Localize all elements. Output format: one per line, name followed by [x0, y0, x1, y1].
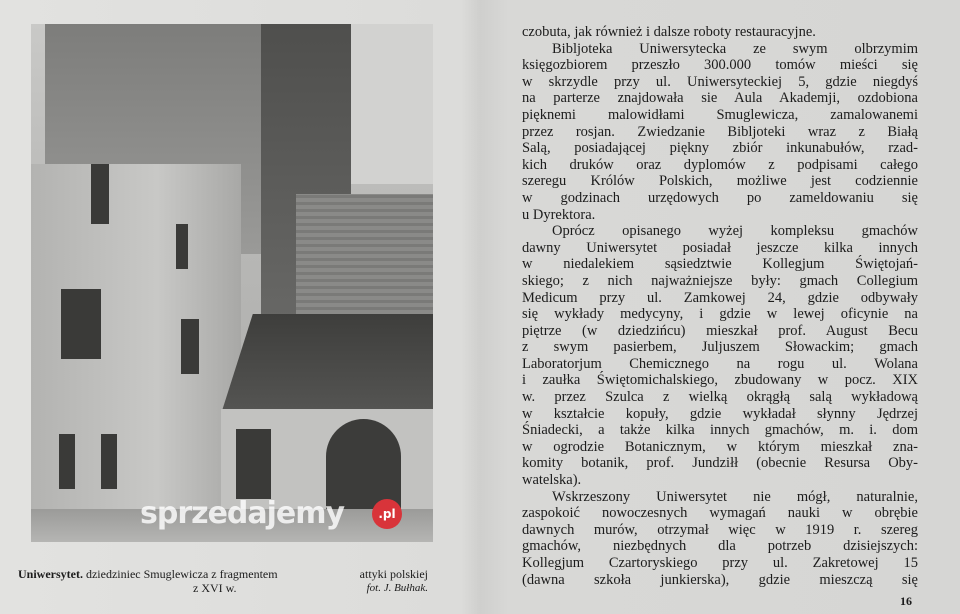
text-line: w skrzydle przy ul. Uniwersyteckiej 5, gdzie niegdyś [522, 73, 918, 90]
text-line: czobuta, jak również i dalsze roboty restauracyjne. [522, 24, 816, 40]
caption-line2: z XVI w. [193, 581, 237, 595]
text-line: w ogrodzie Botanicznym, w którym mieszkał zna- [522, 438, 918, 455]
paragraph [522, 41, 918, 224]
caption-bold: Uniwersytet. [18, 567, 83, 581]
text-line: Laboratorjum Chemicznego na rogu ul. Wolana [522, 355, 918, 372]
text-line: w godzinach urzędowych po zameldowaniu się [522, 189, 918, 206]
photo-door [59, 434, 75, 489]
text-line: księgozbiorem przeszło 300.000 tomów mieści się [522, 57, 918, 74]
text-line: pięknemi malowidłami Smuglewicza, zamalowanemi [522, 106, 918, 123]
text-line: Salą, posiadającej piękny zbiór inkunabułów, rzad- [522, 140, 918, 157]
text-line: z swym pasierbem, Juljuszem Słowackim; gmach [522, 339, 918, 356]
caption-rest: dziedziniec Smuglewicza z fragmentem [82, 567, 278, 581]
photo-door [236, 429, 271, 499]
caption-main [18, 567, 278, 581]
text-line: Bibljoteka Uniwersytecka ze swym olbrzymim [552, 40, 918, 57]
text-line: gmachów, niezbędnych dla potrzeb dzisiejszych: [522, 538, 918, 555]
text-line: Śniadecki, a także kilka innych gmachów, m. i. dom [522, 422, 918, 439]
text-line: Oprócz opisanego wyżej kompleksu gmachów [552, 223, 918, 240]
text-line: dawny Uniwersytet posiadał jeszcze kilka innych [522, 239, 918, 256]
text-line: dawnych murów, otrzymał więc w 1919 r. szereg [522, 521, 918, 538]
text-line: szeregu Królów Polskich, możliwe jest codziennie [522, 173, 918, 190]
photo-brick-wall [296, 194, 433, 314]
photo-window [61, 289, 101, 359]
photo-window [181, 319, 199, 374]
photo-roof [221, 314, 433, 414]
watermark-logo: sprzedajemy [140, 496, 345, 531]
text-line: skiego; z nich najważniejsze były: gmach Collegium [522, 272, 918, 289]
body-text [522, 24, 918, 588]
text-line: Medicum przy ul. Zamkowej 24, gdzie odbywały [522, 289, 918, 306]
paragraph [522, 24, 918, 41]
text-line: w kształcie kopuły, gdzie wykładał słynny Jędrzej [522, 405, 918, 422]
photo-credit: fot. J. Bułhak. [366, 582, 428, 594]
photo-door [101, 434, 117, 489]
text-line: przez rosjan. Zwiedzanie Bibljoteki wraz z Białą [522, 123, 918, 140]
courtyard-photo [31, 24, 433, 542]
caption-end: attyki polskiej [359, 567, 428, 581]
text-line: Wskrzeszony Uniwersytet nie mógł, naturalnie, [552, 488, 918, 505]
text-line: w niedalekiem sąsiedztwie Kollegjum Świętojań- [522, 256, 918, 273]
text-line: się wykłady medycyny, i gdzie w lewej oficynie na [522, 306, 918, 323]
text-line: w. przez Szulca z wielką okrągłą salą wykładową [522, 389, 918, 406]
text-line: piętrze (w dziedzińcu) mieszkał prof. August Becu [522, 322, 918, 339]
page-number: 16 [900, 594, 912, 608]
text-line: watelska). [522, 472, 582, 489]
text-line: (dawna szkoła junkierska), gdzie mieszczą się [522, 571, 918, 588]
text-line: u Dyrektora. [522, 206, 596, 223]
text-line: na parterze znajdowała sie Aula Akademji, ozdobiona [522, 90, 918, 107]
paragraph [522, 489, 918, 589]
photo-window [91, 164, 109, 224]
text-line: zaspokoić nowoczesnych wymagań nauki w obrębie [522, 505, 918, 522]
text-line: Kollegjum Czartoryskiego przy ul. Zakretowej 15 [522, 555, 918, 571]
figure-caption [18, 567, 428, 595]
text-line: komity botanik, prof. Jundziłł (obecnie Resursa Oby- [522, 455, 918, 472]
text-line: kich druków oraz dyplomów z podpisami całego [522, 156, 918, 173]
watermark-badge: .pl [372, 499, 402, 529]
text-line: i zaułka Świętomichalskiego, zbudowany w pocz. XIX [522, 372, 918, 389]
paragraph [522, 223, 918, 489]
photo-window [176, 224, 188, 269]
